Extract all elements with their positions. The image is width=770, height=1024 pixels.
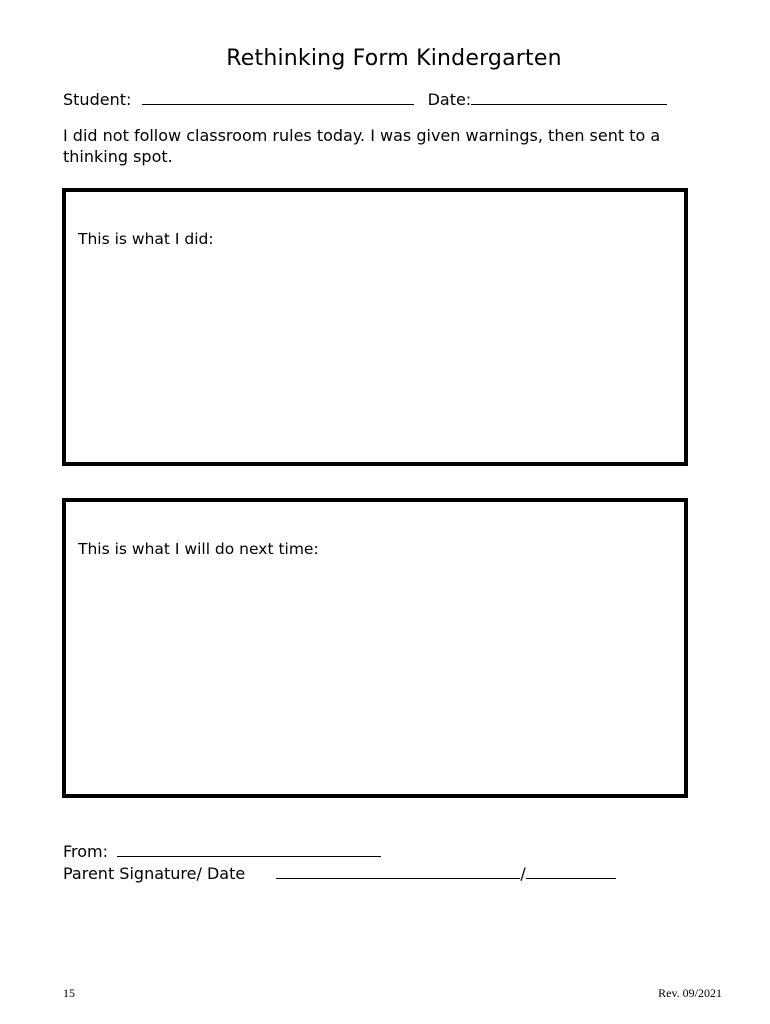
revision-label: Rev. 09/2021	[658, 986, 722, 1000]
signature-separator: /	[520, 864, 526, 883]
form-title: Rethinking Form Kindergarten	[226, 46, 562, 71]
what-i-will-do-label: This is what I will do next time:	[78, 540, 319, 558]
date-label: Date:	[427, 90, 472, 109]
intro-text: I did not follow classroom rules today. I was given warnings, then sent to a thinking spot.	[63, 126, 661, 166]
what-i-did-label: This is what I did:	[78, 230, 214, 248]
from-line	[63, 842, 381, 861]
what-i-did-box[interactable]	[62, 188, 688, 466]
parent-signature-line	[63, 864, 616, 883]
date-field[interactable]	[471, 90, 667, 105]
what-i-will-do-box[interactable]	[62, 498, 688, 798]
from-label: From:	[63, 842, 109, 861]
student-name-field[interactable]	[142, 90, 414, 105]
from-field[interactable]	[117, 842, 381, 857]
page-number: 15	[63, 986, 75, 1000]
parent-signature-label: Parent Signature/ Date	[63, 864, 246, 883]
student-line	[63, 90, 667, 109]
signature-date-field[interactable]	[526, 864, 616, 879]
student-label: Student:	[63, 90, 132, 109]
parent-signature-field[interactable]	[276, 864, 520, 879]
